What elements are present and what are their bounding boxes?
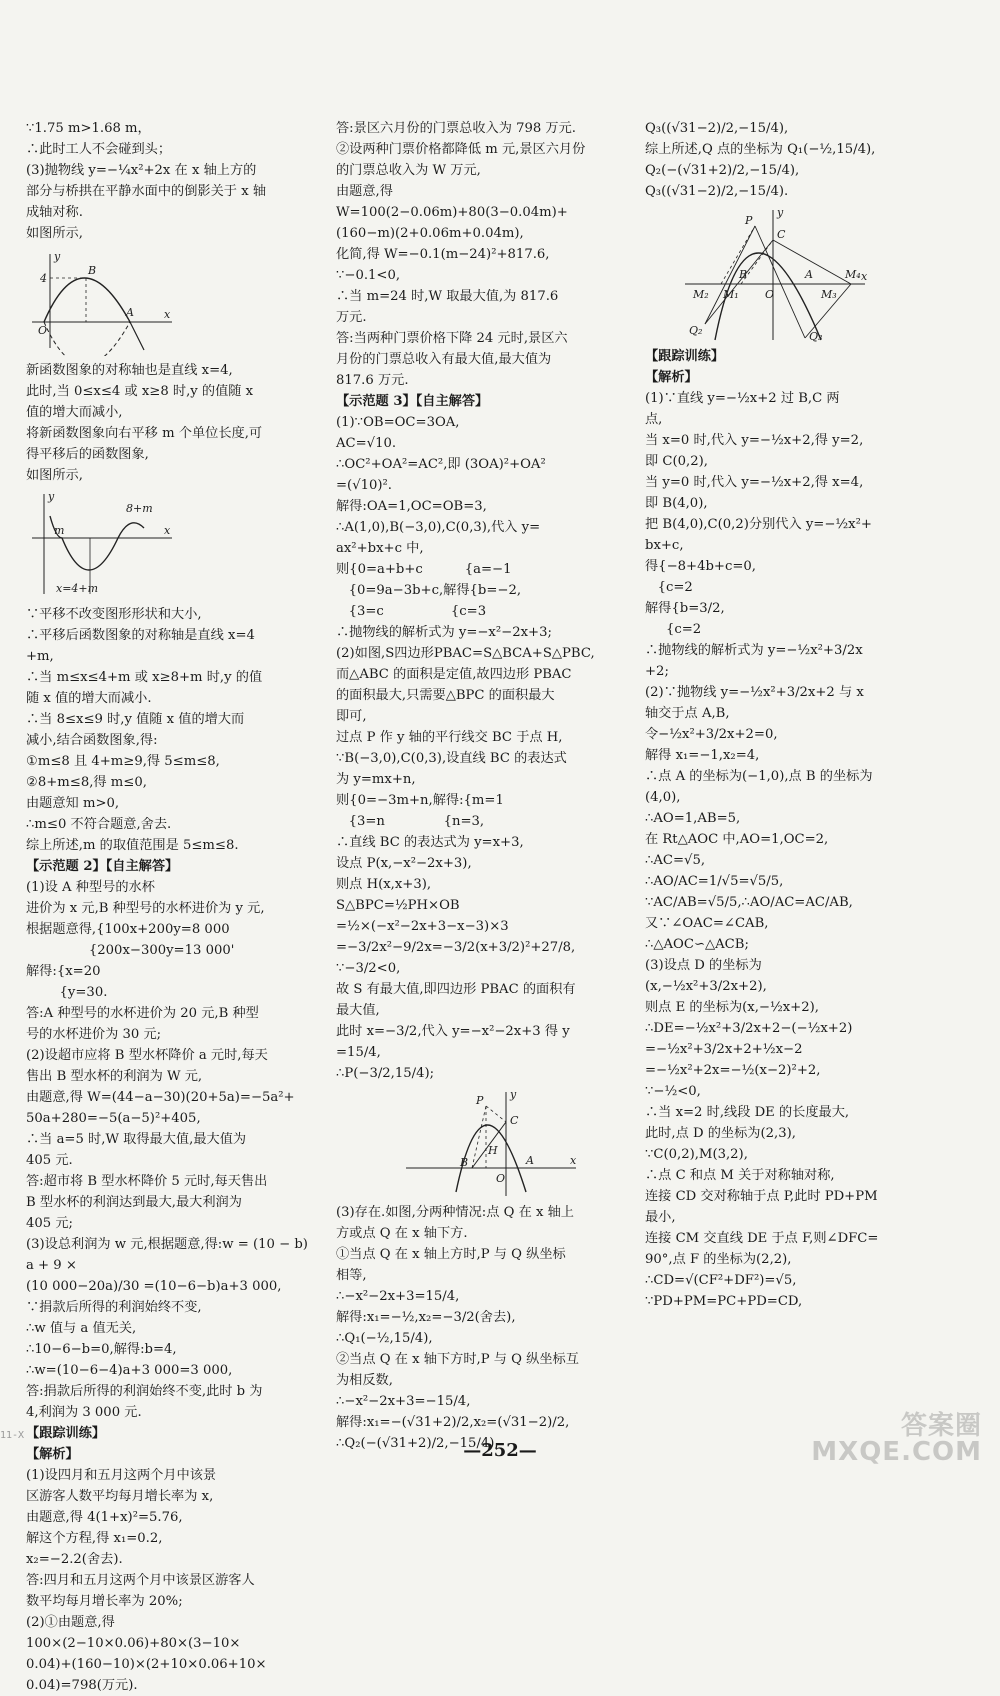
text-line: 答:当两种门票价格下降 24 元时,景区六 bbox=[336, 331, 568, 346]
text-line: =−3/2x²−9/2x=−3/2(x+3/2)²+27/8, bbox=[336, 940, 576, 955]
text-line: 而△ABC 的面积是定值,故四边形 PBAC bbox=[336, 667, 572, 682]
text-line: (1)设四月和五月这两个月中该景 bbox=[26, 1468, 217, 1483]
text-line: =(√10)². bbox=[336, 478, 393, 493]
text-line: 为相反数, bbox=[336, 1373, 393, 1388]
text-line: ∵AC/AB=√5/5,∴AO/AC=AC/AB, bbox=[645, 895, 853, 910]
text-line: (x,−½x²+3/2x+2), bbox=[645, 979, 767, 994]
text-line: 解得 x₁=−1,x₂=4, bbox=[645, 748, 760, 763]
text-line: 月份的门票总收入有最大值,最大值为 bbox=[336, 352, 552, 367]
text-line: 由题意,得 bbox=[336, 184, 393, 199]
col2-block-a bbox=[336, 118, 628, 391]
fig4-point-c: C bbox=[777, 228, 786, 241]
text-line: ∴AC=√5, bbox=[645, 853, 706, 868]
text-line: ∴AO/AC=1/√5=√5/5, bbox=[645, 874, 784, 889]
figure-parabola-reflection bbox=[26, 248, 176, 356]
text-line: 部分与桥拱在平静水面中的倒影关于 x 轴 bbox=[26, 184, 267, 199]
text-line: =15/4, bbox=[336, 1045, 381, 1060]
text-line: {3=c {c=3 bbox=[336, 604, 487, 619]
text-line: =½×(−x²−2x+3−x−3)×3 bbox=[336, 919, 509, 934]
text-line: ∵捐款后所得的利润始终不变, bbox=[26, 1300, 202, 1315]
text-line: 即 C(0,2), bbox=[645, 454, 708, 469]
col3-block-b-heading: 【跟踪训练】 bbox=[645, 349, 725, 364]
text-line: 将新函数图象向右平移 m 个单位长度,可 bbox=[26, 426, 263, 441]
text-line: {c=2 bbox=[645, 622, 702, 637]
text-line: (2)∵抛物线 y=−½x²+3/2x+2 与 x bbox=[645, 685, 864, 700]
fig4-point-q3: Q₃ bbox=[809, 330, 823, 342]
text-line: 则{0=−3m+n,解得:{m=1 bbox=[336, 793, 504, 808]
text-line: (3)设总利润为 w 元,根据题意,得:w = (10 − b) a + 9 × bbox=[26, 1237, 313, 1273]
text-line: 进价为 x 元,B 种型号的水杯进价为 y 元, bbox=[26, 901, 265, 916]
text-line: 如图所示, bbox=[26, 468, 83, 483]
text-line: ax²+bx+c 中, bbox=[336, 541, 424, 556]
fig1-origin-label: O bbox=[38, 324, 48, 337]
text-line: ②当点 Q 在 x 轴下方时,P 与 Q 纵坐标互 bbox=[336, 1352, 579, 1367]
text-line: ∴−x²−2x+3=15/4, bbox=[336, 1289, 460, 1304]
fig2-m-label: m bbox=[54, 524, 65, 537]
text-line: 当 y=0 时,代入 y=−½x+2,得 x=4, bbox=[645, 475, 864, 490]
edge-code: 11-X bbox=[0, 1430, 25, 1441]
text-line: ∵1.75 m>1.68 m， bbox=[26, 121, 151, 136]
fig4-point-m3: M₃ bbox=[821, 288, 837, 301]
text-line: ∴10−6−b=0,解得:b=4, bbox=[26, 1342, 177, 1357]
text-line: (3)抛物线 y=−¼x²+2x 在 x 轴上方的 bbox=[26, 163, 257, 178]
fig4-point-p: P bbox=[745, 214, 753, 227]
text-line: 解得{b=3/2, bbox=[645, 601, 725, 616]
fig3-point-p: P bbox=[476, 1094, 484, 1107]
text-line: ②设两种门票价格都降低 m 元,景区六月份 bbox=[336, 142, 586, 157]
col2-block-c bbox=[336, 1202, 628, 1454]
text-line: 综上所述,Q 点的坐标为 Q₁(−½,15/4), bbox=[645, 142, 876, 157]
text-line: ∵−0.1<0, bbox=[336, 268, 401, 283]
text-line: 则{0=a+b+c {a=−1 bbox=[336, 562, 512, 577]
text-line: W=100(2−0.06m)+80(3−0.04m)+ bbox=[336, 205, 568, 220]
text-line: 50a+280=−5(a−5)²+405, bbox=[26, 1111, 201, 1126]
page-number: —252— bbox=[463, 1440, 537, 1461]
text-line: {y=30. bbox=[26, 985, 108, 1000]
text-line: 得{−8+4b+c=0, bbox=[645, 559, 756, 574]
text-line: 0.04)=798(万元). bbox=[26, 1678, 138, 1693]
text-line: ∵−½<0, bbox=[645, 1084, 701, 1099]
fig1-x-label: x bbox=[164, 308, 171, 321]
text-line: =−½x²+3/2x+2+½x−2 bbox=[645, 1042, 803, 1057]
text-line: ∴直线 BC 的表达式为 y=x+3, bbox=[336, 835, 524, 850]
col1-block-b bbox=[26, 360, 318, 486]
text-line: ∴−x²−2x+3=−15/4, bbox=[336, 1394, 471, 1409]
text-line: 连接 CD 交对称轴于点 P,此时 PD+PM bbox=[645, 1189, 878, 1204]
text-line: 的门票总收入为 W 万元, bbox=[336, 163, 481, 178]
text-line: 4,利润为 3 000 元. bbox=[26, 1405, 142, 1420]
column-3 bbox=[645, 118, 945, 1312]
text-line: 解得:OA=1,OC=OB=3, bbox=[336, 499, 487, 514]
text-line: +m, bbox=[26, 649, 54, 664]
text-line: 即可, bbox=[336, 709, 367, 724]
text-line: 新函数图象的对称轴也是直线 x=4, bbox=[26, 363, 233, 378]
text-line: 即 B(4,0), bbox=[645, 496, 708, 511]
text-line: 万元. bbox=[336, 310, 367, 325]
col1-block-e bbox=[26, 1465, 318, 1696]
text-line: ∴CD=√(CF²+DF²)=√5, bbox=[645, 1273, 797, 1288]
fig1-tick-label: 4 bbox=[40, 272, 47, 285]
fig4-point-m4: M₄ bbox=[845, 268, 861, 281]
text-line: (3)存在.如图,分两种情况:点 Q 在 x 轴上 bbox=[336, 1205, 574, 1220]
text-line: ∵−3/2<0, bbox=[336, 961, 401, 976]
text-line: 405 元. bbox=[26, 1153, 73, 1168]
text-line: 则点 E 的坐标为(x,−½x+2), bbox=[645, 1000, 819, 1015]
text-line: {3=n {n=3, bbox=[336, 814, 485, 829]
col3-block-a bbox=[645, 118, 945, 202]
text-line: =−½x²+2x=−½(x−2)²+2, bbox=[645, 1063, 821, 1078]
text-line: 答:A 种型号的水杯进价为 20 元,B 种型 bbox=[26, 1006, 259, 1021]
text-line: 405 元; bbox=[26, 1216, 73, 1231]
text-line: (2)设超市应将 B 型水杯降价 a 元时,每天 bbox=[26, 1048, 268, 1063]
text-line: 轴交于点 A,B, bbox=[645, 706, 730, 721]
text-line: 连接 CM 交直线 DE 于点 F,则∠DFC= bbox=[645, 1231, 879, 1246]
fig3-point-a: A bbox=[526, 1154, 534, 1167]
text-line: 令−½x²+3/2x+2=0, bbox=[645, 727, 778, 742]
text-line: ∴w=(10−6−4)a+3 000=3 000, bbox=[26, 1363, 233, 1378]
text-line: 又∵∠OAC=∠CAB, bbox=[645, 916, 769, 931]
text-line: ∴AO=1,AB=5, bbox=[645, 811, 741, 826]
text-line: 设点 P(x,−x²−2x+3), bbox=[336, 856, 472, 871]
text-line: 解得:x₁=−(√31+2)/2,x₂=(√31−2)/2, bbox=[336, 1415, 570, 1430]
fig3-point-h: H bbox=[488, 1144, 498, 1157]
text-line: 区游客人数平均每月增长率为 x, bbox=[26, 1489, 214, 1504]
text-line: (160−m)(2+0.06m+0.04m), bbox=[336, 226, 524, 241]
figure-parabola-pbac bbox=[376, 1088, 666, 1198]
text-line: 答:景区六月份的门票总收入为 798 万元. bbox=[336, 121, 577, 136]
col1-block-d bbox=[26, 877, 318, 1423]
text-line: 值的增大而减小, bbox=[26, 405, 123, 420]
text-line: ∵C(0,2),M(3,2), bbox=[645, 1147, 748, 1162]
text-line: 把 B(4,0),C(0,2)分别代入 y=−½x²+ bbox=[645, 517, 872, 532]
text-line: ∴当 a=5 时,W 取得最大值,最大值为 bbox=[26, 1132, 247, 1147]
fig1-point-b: B bbox=[88, 264, 97, 277]
watermark-en: MXQE.COM bbox=[811, 1437, 982, 1467]
text-line: 当 x=0 时,代入 y=−½x+2,得 y=2, bbox=[645, 433, 864, 448]
text-line: 答:超市将 B 型水杯降价 5 元时,每天售出 bbox=[26, 1174, 268, 1189]
text-line: ∵平移不改变图形形状和大小, bbox=[26, 607, 202, 622]
watermark-cn: 答案圈 bbox=[900, 1411, 982, 1441]
text-line: (4,0), bbox=[645, 790, 681, 805]
text-line: {200x−300y=13 000' bbox=[26, 943, 235, 958]
column-2 bbox=[336, 118, 628, 1454]
text-line: 点, bbox=[645, 412, 663, 427]
fig3-point-b: B bbox=[460, 1156, 469, 1169]
col3-block-b bbox=[645, 388, 945, 1312]
col1-block-e-subheading: 【解析】 bbox=[26, 1447, 79, 1462]
text-line: 此时,点 D 的坐标为(2,3), bbox=[645, 1126, 796, 1141]
fig2-axis-label: x=4+m bbox=[56, 582, 99, 595]
text-line: 综上所述,m 的取值范围是 5≤m≤8. bbox=[26, 838, 239, 853]
fig4-y-label: y bbox=[777, 206, 784, 219]
text-line: 解得:{x=20 bbox=[26, 964, 101, 979]
text-line: 为 y=mx+n, bbox=[336, 772, 416, 787]
text-line: (2)①由题意,得 bbox=[26, 1615, 115, 1630]
text-line: 过点 P 作 y 轴的平行线交 BC 于点 H, bbox=[336, 730, 563, 745]
text-line: ∴当 x=2 时,线段 DE 的长度最大, bbox=[645, 1105, 850, 1120]
text-line: 数平均每月增长率为 20%; bbox=[26, 1594, 183, 1609]
fig2-y-label: y bbox=[48, 490, 55, 503]
text-line: 化简,得 W=−0.1(m−24)²+817.6, bbox=[336, 247, 550, 262]
text-line: ∴点 C 和点 M 关于对称轴对称, bbox=[645, 1168, 835, 1183]
text-line: (1)∵直线 y=−½x+2 过 B,C 两 bbox=[645, 391, 840, 406]
text-line: ①m≤8 且 4+m≥9,得 5≤m≤8, bbox=[26, 754, 220, 769]
text-line: ∴A(1,0),B(−3,0),C(0,3),代入 y= bbox=[336, 520, 541, 535]
text-line: ∵B(−3,0),C(0,3),设直线 BC 的表达式 bbox=[336, 751, 567, 766]
text-line: 由题意知 m>0, bbox=[26, 796, 120, 811]
text-line: ∴抛物线的解析式为 y=−½x²+3/2x bbox=[645, 643, 863, 658]
text-line: 此时,当 0≤x≤4 或 x≥8 时,y 的值随 x bbox=[26, 384, 254, 399]
text-line: Q₃((√31−2)/2,−15/4), bbox=[645, 121, 789, 136]
text-line: 故 S 有最大值,即四边形 PBAC 的面积有 bbox=[336, 982, 576, 997]
text-line: 减小,结合函数图象,得: bbox=[26, 733, 158, 748]
fig4-origin-label: O bbox=[765, 288, 775, 301]
fig3-point-c: C bbox=[510, 1114, 519, 1127]
text-line: 解这个方程,得 x₁=0.2, bbox=[26, 1531, 163, 1546]
text-line: S△BPC=½PH×OB bbox=[336, 898, 460, 913]
fig2-eight-label: 8+m bbox=[126, 502, 153, 515]
text-line: 相等, bbox=[336, 1268, 367, 1283]
text-line: x₂=−2.2(舍去). bbox=[26, 1552, 123, 1567]
text-line: 此时 x=−3/2,代入 y=−x²−2x+3 得 y bbox=[336, 1024, 570, 1039]
fig2-x-label: x bbox=[164, 524, 171, 537]
text-line: 答:四月和五月这两个月中该景区游客人 bbox=[26, 1573, 255, 1588]
text-line: 在 Rt△AOC 中,AO=1,OC=2, bbox=[645, 832, 829, 847]
fig1-point-a: A bbox=[126, 306, 134, 319]
text-line: 随 x 值的增大而减小. bbox=[26, 691, 152, 706]
fig3-x-label: x bbox=[570, 1154, 577, 1167]
text-line: 0.04)+(160−10)×(2+10×0.06+10× bbox=[26, 1657, 267, 1672]
text-line: (3)设点 D 的坐标为 bbox=[645, 958, 762, 973]
fig1-y-label: y bbox=[54, 250, 61, 263]
text-line: ∴此时工人不会碰到头； bbox=[26, 142, 172, 157]
col1-block-d-heading bbox=[26, 856, 318, 877]
text-line: 100×(2−10×0.06)+80×(3−10× bbox=[26, 1636, 241, 1651]
text-line: +2; bbox=[645, 664, 669, 679]
text-line: 最大值, bbox=[336, 1003, 380, 1018]
fig3-origin-label: O bbox=[496, 1172, 506, 1185]
col1-block-a bbox=[26, 118, 318, 244]
text-line: 由题意,得 4(1+x)²=5.76, bbox=[26, 1510, 183, 1525]
fig3-y-label: y bbox=[510, 1088, 517, 1101]
text-line: ∴当 m≤x≤4+m 或 x≥8+m 时,y 的值 bbox=[26, 670, 263, 685]
text-line: ∵PD+PM=PC+PD=CD, bbox=[645, 1294, 803, 1309]
text-line: ∴点 A 的坐标为(−1,0),点 B 的坐标为 bbox=[645, 769, 873, 784]
text-line: Q₂(−(√31+2)/2,−15/4), bbox=[645, 163, 800, 178]
fig4-point-m2: M₂ bbox=[693, 288, 709, 301]
text-line: 由题意,得 W=(44−a−30)(20+5a)=−5a²+ bbox=[26, 1090, 295, 1105]
text-line: 817.6 万元. bbox=[336, 373, 409, 388]
text-line: 最小, bbox=[645, 1210, 676, 1225]
text-line: ∴当 8≤x≤9 时,y 值随 x 值的增大而 bbox=[26, 712, 245, 727]
text-line: 90°,点 F 的坐标为(2,2), bbox=[645, 1252, 792, 1267]
text-line: (1)设 A 种型号的水杯 bbox=[26, 880, 155, 895]
text-line: ∴△AOC∽△ACB; bbox=[645, 937, 749, 952]
text-line: 则点 H(x,x+3), bbox=[336, 877, 432, 892]
fig4-point-a: A bbox=[805, 268, 813, 281]
text-line: B 型水杯的利润达到最大,最大利润为 bbox=[26, 1195, 242, 1210]
text-line: 得平移后的函数图象, bbox=[26, 447, 149, 462]
col1-block-c bbox=[26, 604, 318, 856]
text-line: (1)∵OB=OC=3OA, bbox=[336, 415, 460, 430]
text-line: {c=2 bbox=[645, 580, 693, 595]
figure-q-points bbox=[645, 206, 945, 342]
watermark-logo bbox=[811, 1413, 982, 1465]
text-line: ∴w 值与 a 值无关, bbox=[26, 1321, 137, 1336]
col1-block-e-heading: 【跟踪训练】 bbox=[26, 1426, 106, 1441]
text-line: ∴Q₂(−(√31+2)/2,−15/4), bbox=[336, 1436, 499, 1451]
col2-block-b bbox=[336, 412, 628, 1084]
text-line: Q₃((√31−2)/2,−15/4). bbox=[645, 184, 789, 199]
text-line: ∴OC²+OA²=AC²,即 (3OA)²+OA² bbox=[336, 457, 546, 472]
text-line: (2)如图,S四边形PBAC=S△BCA+S△PBC, bbox=[336, 646, 595, 661]
text-line: bx+c, bbox=[645, 538, 684, 553]
example-2-heading: 【示范题 2】【自主解答】 bbox=[26, 859, 179, 874]
text-line: 方或点 Q 在 x 轴下方. bbox=[336, 1226, 468, 1241]
text-line: {0=9a−3b+c,解得{b=−2, bbox=[336, 583, 522, 598]
text-line: ∴P(−3/2,15/4); bbox=[336, 1066, 435, 1081]
text-line: ∴抛物线的解析式为 y=−x²−2x+3; bbox=[336, 625, 552, 640]
example-3-heading: 【示范题 3】【自主解答】 bbox=[336, 394, 489, 409]
text-line: 根据题意得,{100x+200y=8 000 bbox=[26, 922, 230, 937]
fig4-x-label: x bbox=[861, 270, 868, 283]
text-line: AC=√10. bbox=[336, 436, 397, 451]
fig4-point-m1: M₁ bbox=[723, 288, 739, 301]
text-line: (10 000−20a)/30 =(10−6−b)a+3 000, bbox=[26, 1279, 282, 1294]
text-line: 成轴对称. bbox=[26, 205, 83, 220]
text-line: ∴m≤0 不符合题意,舍去. bbox=[26, 817, 172, 832]
text-line: ∴DE=−½x²+3/2x+2−(−½x+2) bbox=[645, 1021, 853, 1036]
text-line: 的面积最大,只需要△BPC 的面积最大 bbox=[336, 688, 555, 703]
text-line: 解得:x₁=−½,x₂=−3/2(舍去), bbox=[336, 1310, 516, 1325]
text-line: 售出 B 型水杯的利润为 W 元, bbox=[26, 1069, 203, 1084]
text-line: 号的水杯进价为 30 元; bbox=[26, 1027, 162, 1042]
text-line: 答:捐款后所得的利润始终不变,此时 b 为 bbox=[26, 1384, 263, 1399]
text-line: ②8+m≤8,得 m≤0, bbox=[26, 775, 147, 790]
text-line: ∴Q₁(−½,15/4), bbox=[336, 1331, 433, 1346]
text-line: ∴平移后函数图象的对称轴是直线 x=4 bbox=[26, 628, 255, 643]
col3-block-b-subheading: 【解析】 bbox=[645, 370, 698, 385]
fig4-point-b: B bbox=[739, 268, 748, 281]
text-line: ①当点 Q 在 x 轴上方时,P 与 Q 纵坐标 bbox=[336, 1247, 566, 1262]
figure-translated-graph bbox=[26, 490, 176, 600]
text-line: ∴当 m=24 时,W 取最大值,为 817.6 bbox=[336, 289, 559, 304]
text-line: 如图所示, bbox=[26, 226, 83, 241]
fig4-point-q2: Q₂ bbox=[689, 324, 703, 337]
